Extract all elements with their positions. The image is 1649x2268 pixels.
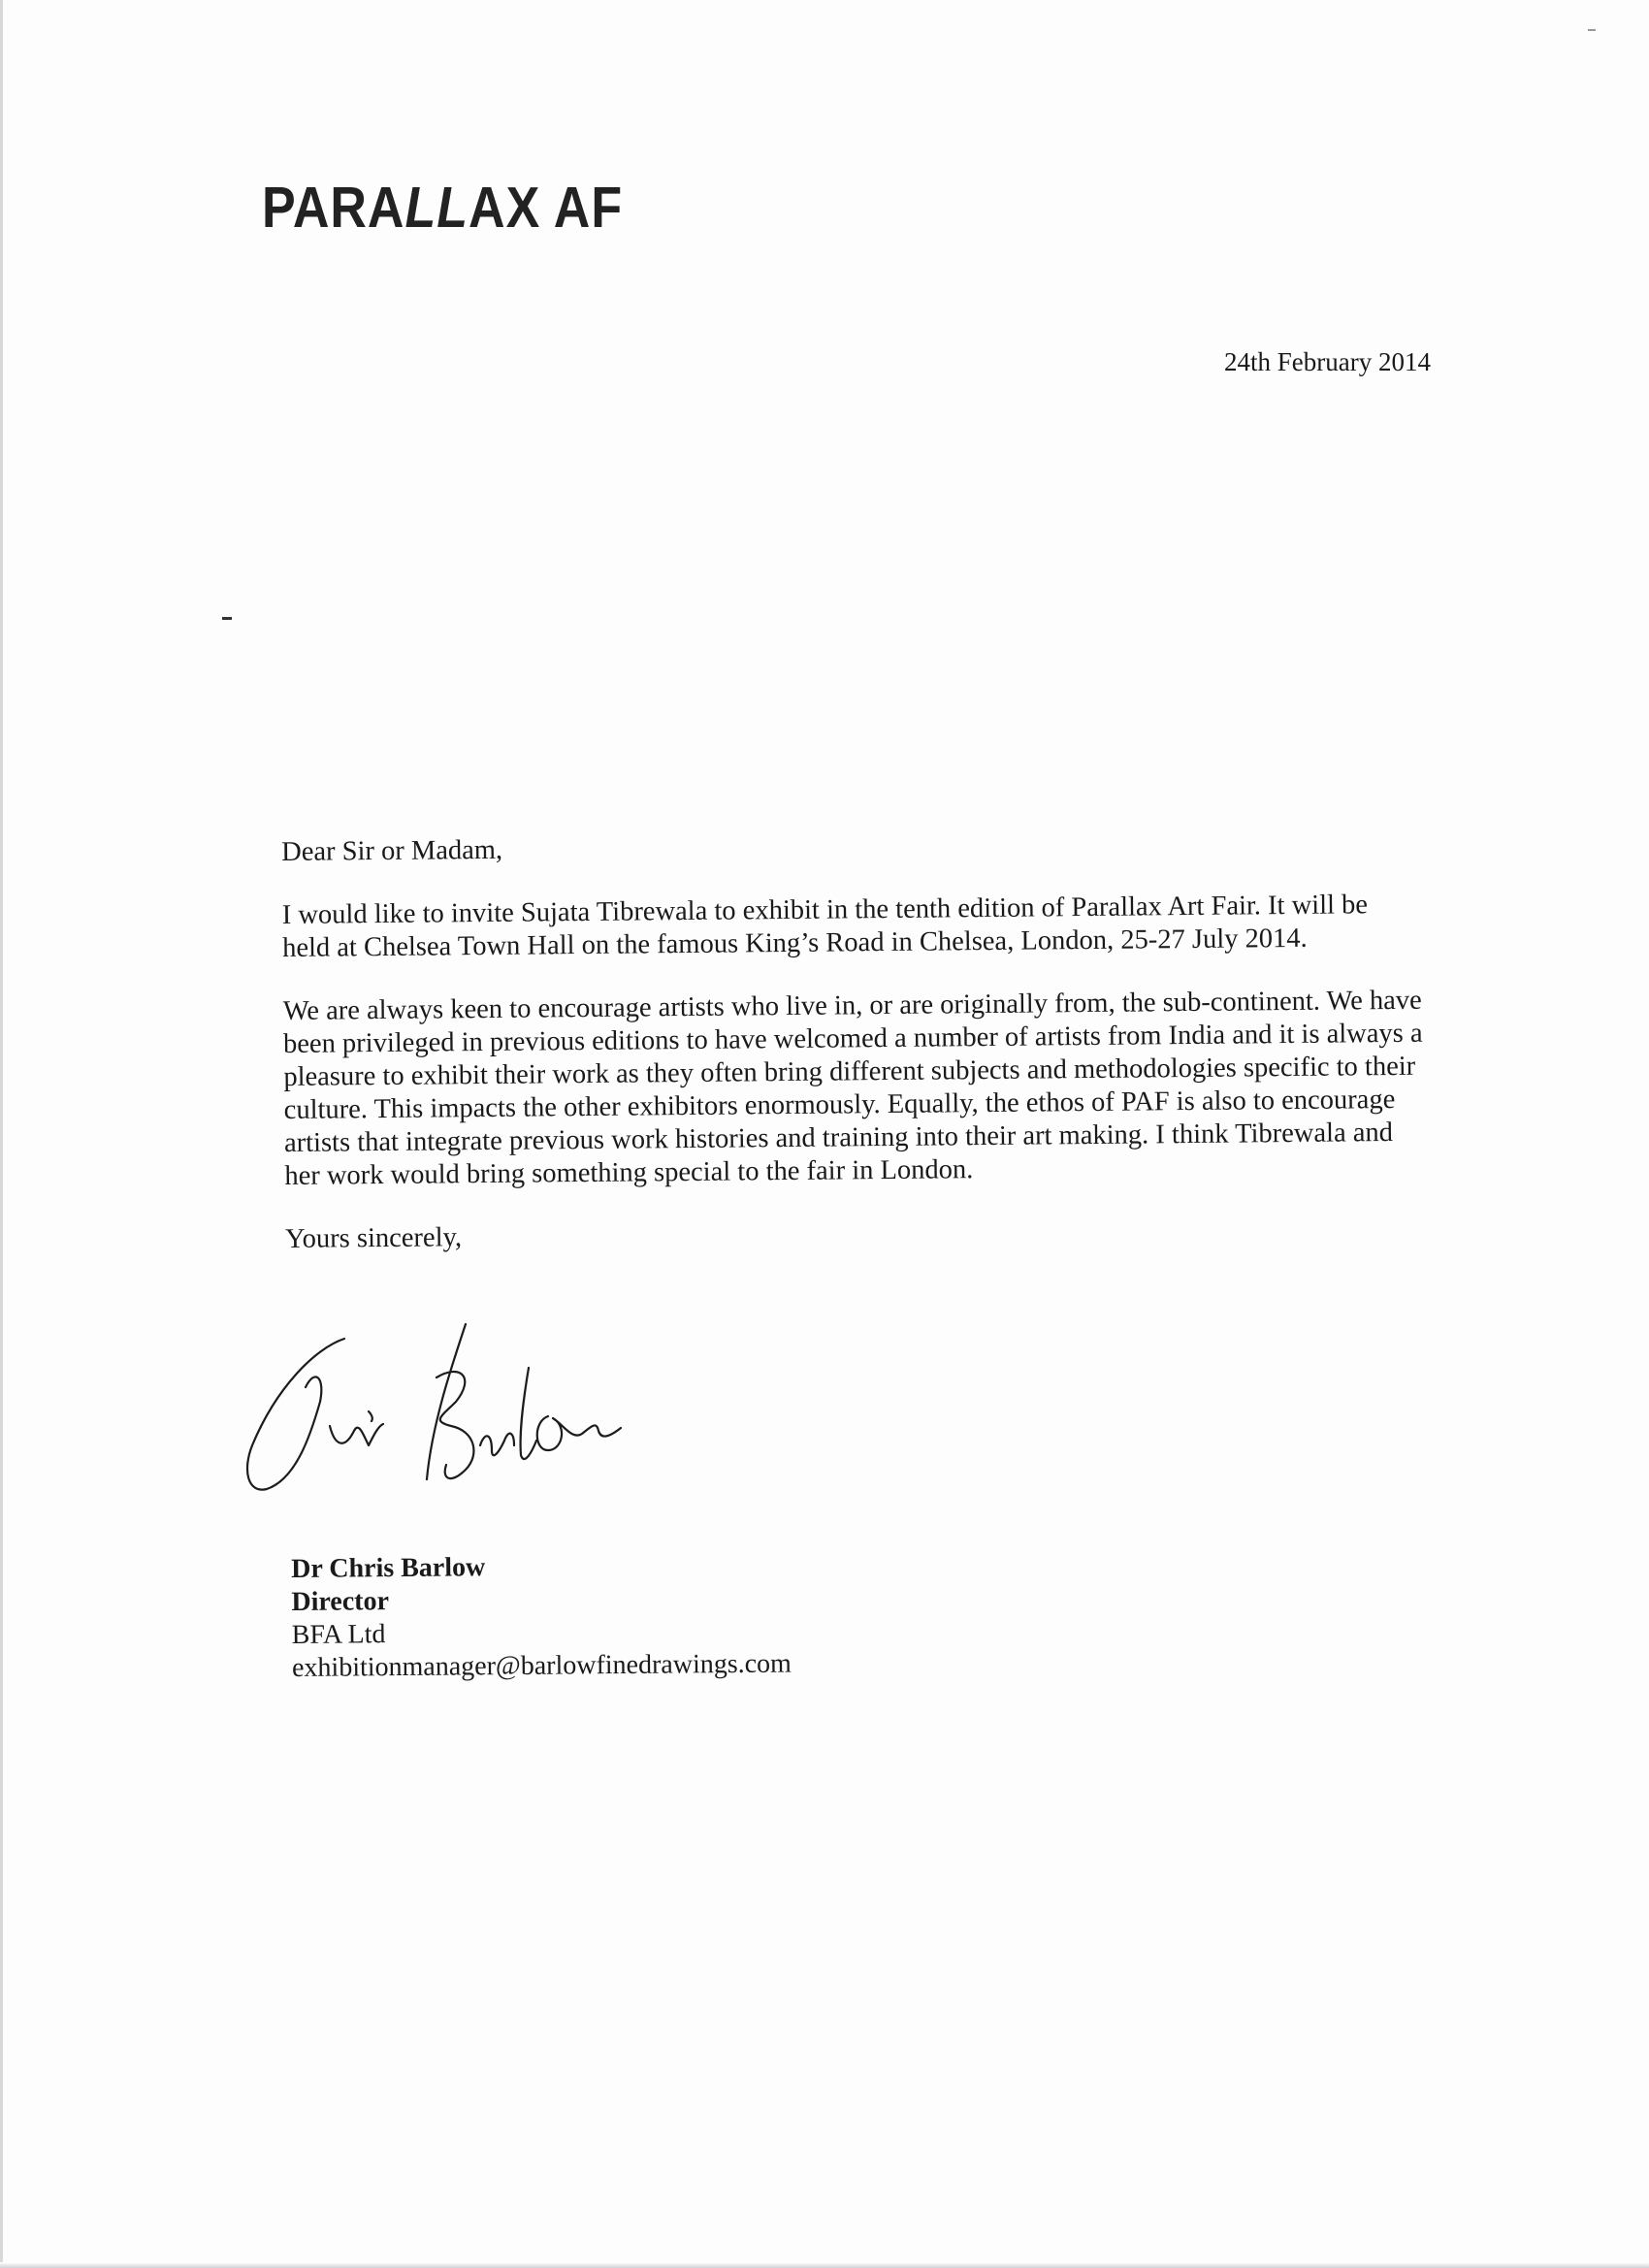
paragraph-line: We are always keen to encourage artists who live in, or are originally from, the sub-continent. We have xyxy=(282,985,1422,1026)
logo-text-b: LL xyxy=(404,176,469,241)
scan-edge xyxy=(0,2262,1649,2268)
signature-block xyxy=(291,1549,792,1685)
letterhead-logo xyxy=(262,175,623,242)
signatory-email: exhibitionmanager@barlowfinedrawings.com xyxy=(291,1648,792,1683)
scan-edge xyxy=(0,0,3,2268)
paragraph-2 xyxy=(283,984,1536,1193)
handwritten-signature xyxy=(238,1310,664,1504)
paragraph-line: artists that integrate previous work histories and training into their art making. I think Tibrewala and xyxy=(283,1118,1394,1158)
paragraph-line: pleasure to exhibit their work as they often bring different subjects and methodologies specific to their xyxy=(283,1051,1416,1092)
paragraph-line: been privileged in previous editions to have welcomed a number of artists from India and it is always a xyxy=(282,1018,1423,1059)
paragraph-line: her work would bring something special to the fair in London. xyxy=(284,1154,974,1191)
paragraph-line: I would like to invite Sujata Tibrewala to exhibit in the tenth edition of Parallax Art Fair. It will be xyxy=(281,890,1369,930)
signatory-company: BFA Ltd xyxy=(291,1619,386,1650)
closing: Yours sincerely, xyxy=(284,1222,463,1254)
paragraph-line: held at Chelsea Town Hall on the famous King’s Road in Chelsea, London, 25-27 July 2014. xyxy=(281,923,1308,963)
paragraph-1 xyxy=(282,888,1535,965)
salutation: Dear Sir or Madam, xyxy=(281,834,503,867)
signatory-name: Dr Chris Barlow xyxy=(291,1552,486,1584)
letter-date: 24th February 2014 xyxy=(1224,347,1431,376)
signatory-title: Director xyxy=(291,1586,390,1617)
logo-text-c: AX AF xyxy=(469,176,624,241)
letter-body xyxy=(281,825,1536,1286)
logo-text-a: PARA xyxy=(262,176,405,241)
paragraph-line: culture. This impacts the other exhibitors enormously. Equally, the ethos of PAF is also to encourage xyxy=(283,1084,1396,1125)
stray-mark xyxy=(222,617,232,620)
scan-artifact xyxy=(1588,29,1596,31)
